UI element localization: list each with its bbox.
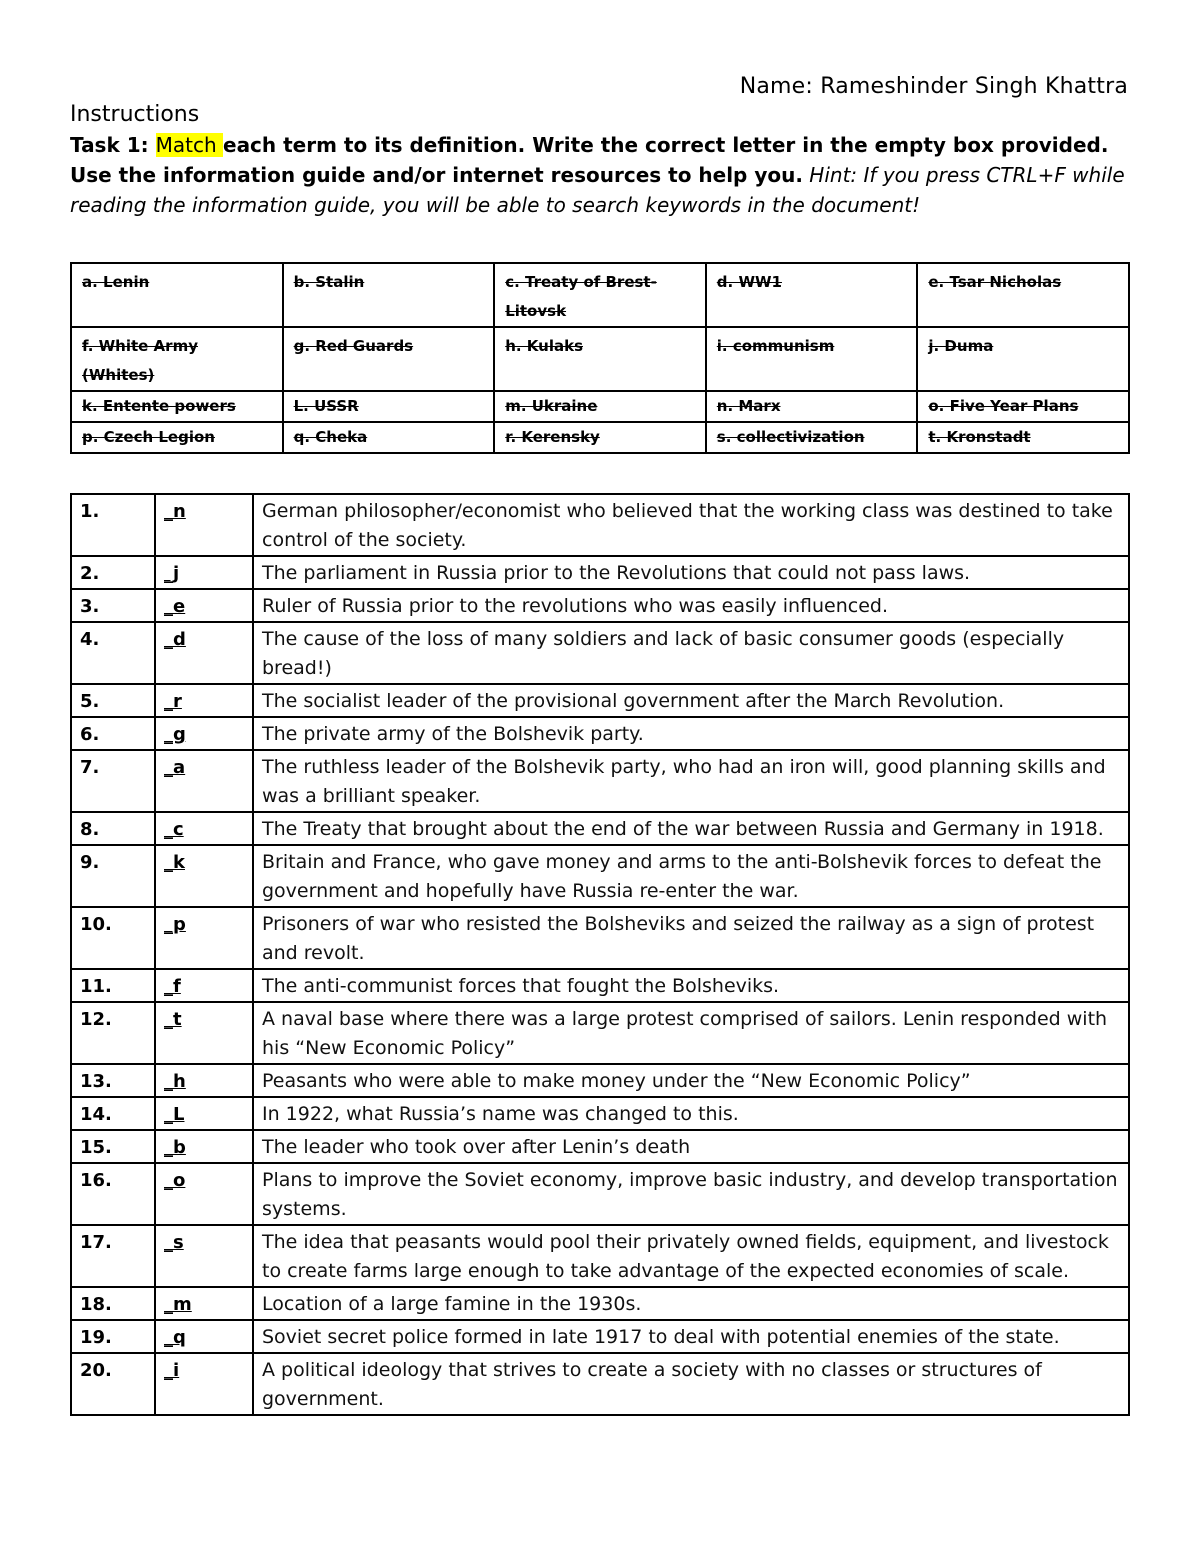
question-number: 12. — [71, 1002, 155, 1064]
task-text: each term to its definition. Write the correct letter in the empty box provided. Use the information guide and/or internet resources to help you. — [70, 133, 1109, 187]
term-cell: h. Kulaks — [494, 327, 706, 391]
answer-row — [71, 556, 1129, 589]
answer-field[interactable]: _i — [155, 1353, 253, 1415]
definition-text: The private army of the Bolshevik party. — [253, 717, 1129, 750]
question-number: 7. — [71, 750, 155, 812]
answer-field[interactable]: _c — [155, 812, 253, 845]
student-name: Name: Rameshinder Singh Khattra — [739, 74, 1128, 99]
definition-text: In 1922, what Russia’s name was changed to this. — [253, 1097, 1129, 1130]
answer-field[interactable]: _L — [155, 1097, 253, 1130]
question-number: 20. — [71, 1353, 155, 1415]
definition-text: The cause of the loss of many soldiers and lack of basic consumer goods (especially bread!) — [253, 622, 1129, 684]
term-cell: o. Five Year Plans — [917, 391, 1129, 422]
term-cell: g. Red Guards — [283, 327, 495, 391]
term-cell: i. communism — [706, 327, 918, 391]
definition-text: German philosopher/economist who believed that the working class was destined to take control of the society. — [253, 494, 1129, 556]
answer-row — [71, 1163, 1129, 1225]
term-cell: j. Duma — [917, 327, 1129, 391]
term-cell: q. Cheka — [283, 422, 495, 453]
question-number: 17. — [71, 1225, 155, 1287]
answer-field[interactable]: _q — [155, 1320, 253, 1353]
question-number: 1. — [71, 494, 155, 556]
question-number: 8. — [71, 812, 155, 845]
question-number: 2. — [71, 556, 155, 589]
answer-row — [71, 845, 1129, 907]
answer-row — [71, 494, 1129, 556]
term-cell: L. USSR — [283, 391, 495, 422]
terms-row — [71, 263, 1129, 327]
answer-row — [71, 1287, 1129, 1320]
definition-text: Ruler of Russia prior to the revolutions who was easily influenced. — [253, 589, 1129, 622]
instructions-title: Instructions — [70, 102, 200, 127]
definition-text: The Treaty that brought about the end of the war between Russia and Germany in 1918. — [253, 812, 1129, 845]
definition-text: Location of a large famine in the 1930s. — [253, 1287, 1129, 1320]
question-number: 4. — [71, 622, 155, 684]
answer-row — [71, 1064, 1129, 1097]
definition-text: The idea that peasants would pool their privately owned fields, equipment, and livestock to create farms large enough to take advantage of the expected economies of scale. — [253, 1225, 1129, 1287]
definition-text: Prisoners of war who resisted the Bolsheviks and seized the railway as a sign of protest and revolt. — [253, 907, 1129, 969]
definition-text: The anti-communist forces that fought the Bolsheviks. — [253, 969, 1129, 1002]
definition-text: The leader who took over after Lenin’s death — [253, 1130, 1129, 1163]
definition-text: A political ideology that strives to create a society with no classes or structures of government. — [253, 1353, 1129, 1415]
answer-row — [71, 907, 1129, 969]
term-cell: b. Stalin — [283, 263, 495, 327]
term-cell: a. Lenin — [71, 263, 283, 327]
answer-row — [71, 1002, 1129, 1064]
answer-row — [71, 717, 1129, 750]
answer-field[interactable]: _d — [155, 622, 253, 684]
definition-text: A naval base where there was a large protest comprised of sailors. Lenin responded with his “New Economic Policy” — [253, 1002, 1129, 1064]
terms-row — [71, 422, 1129, 453]
question-number: 5. — [71, 684, 155, 717]
term-cell: r. Kerensky — [494, 422, 706, 453]
hint-text: Hint: If you press CTRL+F while reading the information guide, you will be able to search keywords in the document! — [70, 163, 1125, 217]
answer-row — [71, 969, 1129, 1002]
terms-row — [71, 391, 1129, 422]
definition-text: Peasants who were able to make money under the “New Economic Policy” — [253, 1064, 1129, 1097]
definition-text: Britain and France, who gave money and arms to the anti-Bolshevik forces to defeat the government and hopefully have Russia re-enter the war. — [253, 845, 1129, 907]
answer-row — [71, 589, 1129, 622]
term-cell: e. Tsar Nicholas — [917, 263, 1129, 327]
answer-field[interactable]: _s — [155, 1225, 253, 1287]
answer-row — [71, 1097, 1129, 1130]
answer-field[interactable]: _t — [155, 1002, 253, 1064]
question-number: 19. — [71, 1320, 155, 1353]
answer-field[interactable]: _a — [155, 750, 253, 812]
answer-field[interactable]: _m — [155, 1287, 253, 1320]
answer-row — [71, 812, 1129, 845]
term-cell: m. Ukraine — [494, 391, 706, 422]
term-cell: n. Marx — [706, 391, 918, 422]
question-number: 14. — [71, 1097, 155, 1130]
definition-text: The parliament in Russia prior to the Revolutions that could not pass laws. — [253, 556, 1129, 589]
question-number: 3. — [71, 589, 155, 622]
question-number: 11. — [71, 969, 155, 1002]
definition-text: Plans to improve the Soviet economy, improve basic industry, and develop transportation systems. — [253, 1163, 1129, 1225]
answer-field[interactable]: _f — [155, 969, 253, 1002]
answer-field[interactable]: _e — [155, 589, 253, 622]
task-prefix: Task 1: — [70, 133, 156, 157]
question-number: 15. — [71, 1130, 155, 1163]
question-number: 18. — [71, 1287, 155, 1320]
answer-field[interactable]: _o — [155, 1163, 253, 1225]
task-highlight: Match — [155, 133, 223, 157]
answer-field[interactable]: _n — [155, 494, 253, 556]
answer-field[interactable]: _p — [155, 907, 253, 969]
answer-row — [71, 1225, 1129, 1287]
answer-field[interactable]: _r — [155, 684, 253, 717]
term-cell: f. White Army (Whites) — [71, 327, 283, 391]
term-cell: d. WW1 — [706, 263, 918, 327]
term-cell: p. Czech Legion — [71, 422, 283, 453]
definition-text: The socialist leader of the provisional government after the March Revolution. — [253, 684, 1129, 717]
task-instructions — [70, 130, 1130, 220]
answer-row — [71, 1320, 1129, 1353]
answer-row — [71, 1353, 1129, 1415]
answer-field[interactable]: _g — [155, 717, 253, 750]
term-cell: c. Treaty of Brest-Litovsk — [494, 263, 706, 327]
instructions-block — [70, 100, 1130, 220]
answer-row — [71, 750, 1129, 812]
question-number: 9. — [71, 845, 155, 907]
question-number: 6. — [71, 717, 155, 750]
term-cell: s. collectivization — [706, 422, 918, 453]
answer-field[interactable]: _j — [155, 556, 253, 589]
definition-text: The ruthless leader of the Bolshevik party, who had an iron will, good planning skills and was a brilliant speaker. — [253, 750, 1129, 812]
question-number: 10. — [71, 907, 155, 969]
definition-text: Soviet secret police formed in late 1917 to deal with potential enemies of the state. — [253, 1320, 1129, 1353]
answers-table — [70, 493, 1130, 1416]
answer-field[interactable]: _b — [155, 1130, 253, 1163]
term-cell: k. Entente powers — [71, 391, 283, 422]
answer-row — [71, 684, 1129, 717]
answer-row — [71, 1130, 1129, 1163]
answer-field[interactable]: _h — [155, 1064, 253, 1097]
term-cell: t. Kronstadt — [917, 422, 1129, 453]
answer-field[interactable]: _k — [155, 845, 253, 907]
terms-row — [71, 327, 1129, 391]
question-number: 16. — [71, 1163, 155, 1225]
terms-table — [70, 262, 1130, 454]
answer-row — [71, 622, 1129, 684]
question-number: 13. — [71, 1064, 155, 1097]
